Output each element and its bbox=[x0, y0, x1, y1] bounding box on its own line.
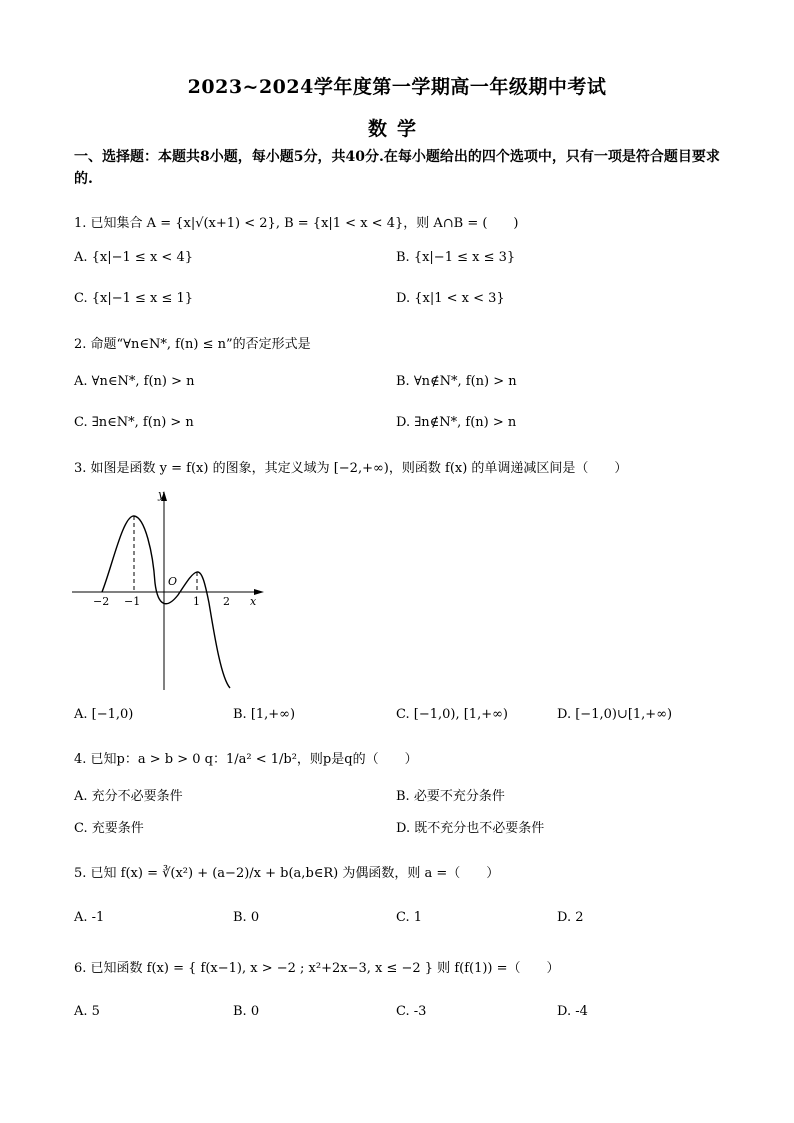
question-4-option-c: C. 充要条件 bbox=[74, 821, 144, 836]
origin-label: O bbox=[168, 575, 178, 588]
question-4-option-b: B. 必要不充分条件 bbox=[396, 789, 505, 804]
question-3-option-c: C. [−1,0), [1,+∞) bbox=[396, 707, 508, 722]
question-6-stem: 6. 已知函数 f(x) = { f(x−1), x > −2 ; x²+2x−3, x ≤ −2 } 则 f(f(1)) =（ ） bbox=[74, 961, 560, 976]
function-graph bbox=[68, 483, 273, 693]
question-3-option-d: D. [−1,0)∪[1,+∞) bbox=[557, 707, 673, 722]
question-2-option-a: A. ∀n∈N*, f(n) > n bbox=[74, 374, 195, 389]
exam-title: 2023~2024学年度第一学期高一年级期中考试 bbox=[187, 76, 607, 98]
question-1-option-a: A. {x|−1 ≤ x < 4} bbox=[74, 250, 193, 265]
question-6-option-b: B. 0 bbox=[233, 1004, 260, 1019]
function-curve bbox=[102, 516, 230, 688]
tick-label-2: 2 bbox=[223, 595, 230, 608]
question-1-option-c: C. {x|−1 ≤ x ≤ 1} bbox=[74, 291, 194, 306]
section-heading: 一、选择题：本题共8小题，每小题5分，共40分.在每小题给出的四个选项中，只有一项是符合题目要求的. bbox=[74, 149, 720, 187]
subject-title: 数学 bbox=[367, 118, 426, 140]
x-axis-label: x bbox=[250, 595, 257, 608]
question-6-option-c: C. -3 bbox=[396, 1004, 427, 1019]
question-2-option-b: B. ∀n∉N*, f(n) > n bbox=[396, 374, 517, 389]
question-1-option-b: B. {x|−1 ≤ x ≤ 3} bbox=[396, 250, 516, 265]
question-5-option-c: C. 1 bbox=[396, 910, 423, 925]
question-4-option-a: A. 充分不必要条件 bbox=[74, 789, 183, 804]
question-2-option-c: C. ∃n∈N*, f(n) > n bbox=[74, 415, 194, 430]
tick-label-minus-2: −2 bbox=[93, 595, 110, 608]
question-6-option-d: D. -4 bbox=[557, 1004, 588, 1019]
question-5-stem: 5. 已知 f(x) = ∛(x²) + (a−2)/x + b(a,b∈R) 为偶函数，则 a =（ ） bbox=[74, 866, 500, 881]
question-5-option-b: B. 0 bbox=[233, 910, 260, 925]
question-2-stem: 2. 命题“∀n∈N*, f(n) ≤ n”的否定形式是 bbox=[74, 337, 311, 352]
question-6-option-a: A. 5 bbox=[74, 1004, 100, 1019]
question-5-option-a: A. -1 bbox=[74, 910, 105, 925]
question-1-option-d: D. {x|1 < x < 3} bbox=[396, 291, 505, 306]
question-4-option-d: D. 既不充分也不必要条件 bbox=[396, 821, 545, 836]
question-5-option-d: D. 2 bbox=[557, 910, 584, 925]
question-1-stem: 1. 已知集合 A = {x|√(x+1) < 2}, B = {x|1 < x < 4}，则 A∩B = ( ) bbox=[74, 216, 519, 231]
question-4-stem: 4. 已知p：a > b > 0 q：1/a² < 1/b²，则p是q的（ ） bbox=[74, 752, 418, 767]
question-3-stem: 3. 如图是函数 y = f(x) 的图象，其定义域为 [−2,+∞)，则函数 f(x) 的单调递减区间是（ ） bbox=[74, 461, 628, 476]
question-3-option-b: B. [1,+∞) bbox=[233, 707, 296, 722]
y-axis-label: y bbox=[158, 488, 165, 501]
tick-label-minus-1: −1 bbox=[124, 595, 141, 608]
tick-label-1: 1 bbox=[193, 595, 200, 608]
question-2-option-d: D. ∃n∉N*, f(n) > n bbox=[396, 415, 517, 430]
question-3-option-a: A. [−1,0) bbox=[74, 707, 134, 722]
